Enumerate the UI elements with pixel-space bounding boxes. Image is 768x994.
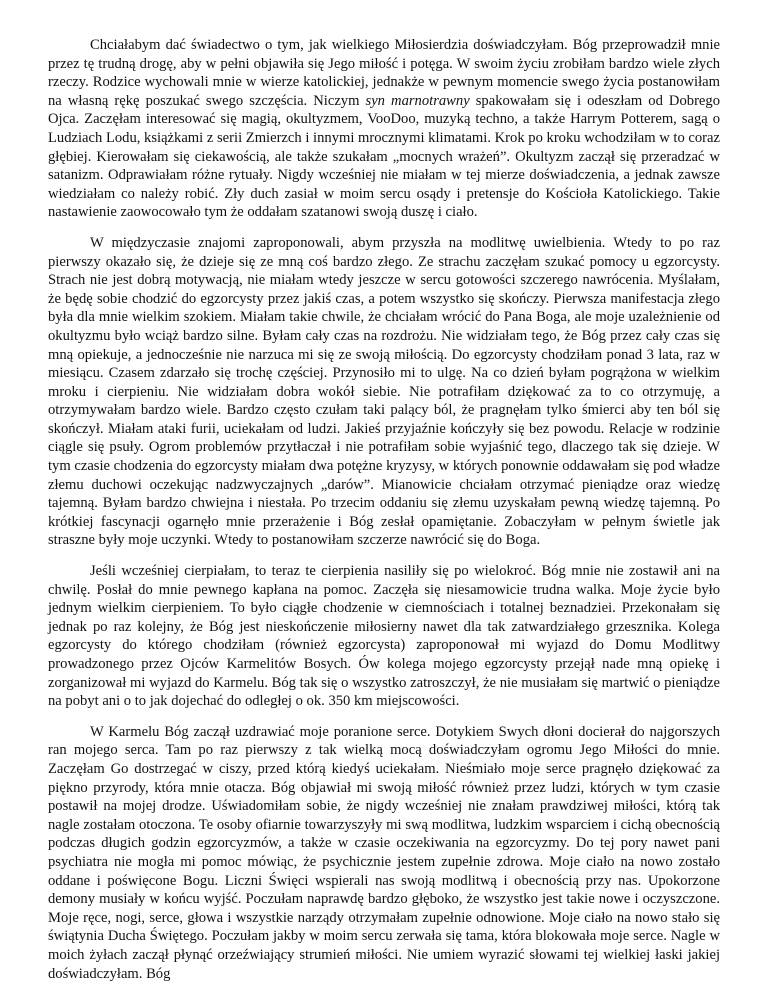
paragraph-1-text-end: spakowałam się i odeszłam od Dobrego Ojca. Zaczęłam interesować się magią, okultyzmem, VooDoo, muzyką techno, a także Harrym Potterem, sagą o Ludziach Lodu, książkami z serii Zmierzch i innymi mrocznymi klimatami. Krok po kroku wchodziłam w to coraz głębiej. Kierowałam się ciekawością, ale także szukałam „mocnych wrażeń”. Okultyzm zaczął się przeradzać w satanizm. Odprawiałam różne rytuały. Nigdy wcześniej nie miałam w tej mierze doświadczenia, a jednak zawsze wiedziałam co należy robić. Zły duch zasiał w moim sercu osądy i pretensje do Kościoła Katolickiego. Takie nastawienie zaowocowało tym że oddałam szatanowi swoją duszę i ciało. xyxy=(48,92,720,221)
paragraph-3: Jeśli wcześniej cierpiałam, to teraz te cierpienia nasiliły się po wielokroć. Bóg mnie nie zostawił ani na chwilę. Posłał do mnie pewnego kapłana na pomoc. Zaczęła się niesamowicie trudna walka. Moje życie było jednym wielkim cierpieniem. To było ciągłe chodzenie w ciemnościach i totalnej beznadziei. Przekonałam się jednak po raz kolejny, że Bóg jest nieskończenie miłosierny nawet dla tak zatwardziałego grzesznika. Kolega egzorcysty do którego chodziłam (również egzorcysta) zaproponował mi wyjazd do Domu Modlitwy prowadzonego przez Ojców Karmelitów Bosych. Ów kolega mojego egzorcysty przejął nade mną opiekę i zorganizował mi wyjazd do Karmelu. Bóg tak się o wszystko zatroszczył, że nie musiałam się martwić o pieniądze na pobyt ani o to jak dojechać do odległej o ok. 350 km miejscowości. xyxy=(48,563,720,710)
paragraph-1-italic-phrase: syn marnotrawny xyxy=(365,92,470,109)
paragraph-1-text-start: Chciałabym dać świadectwo o tym, jak wielkiego Miłosierdzia doświadczyłam. Bóg przeprowadził mnie przez tę trudną drogę, aby w pełni objawiła się Jego miłość i potęga. W swoim życiu zrobiłam bardzo wiele złych rzeczy. Rodzice wychowali mnie w wierze katolickiej, jednakże w pewnym momencie swego życia postanowiłam na własną rękę poszukać swego szczęścia. Niczym xyxy=(48,37,720,109)
paragraph-2: W międzyczasie znajomi zaproponowali, abym przyszła na modlitwę uwielbienia. Wtedy to po raz pierwszy okazało się, że dzieje się ze mną coś bardzo złego. Ze strachu zaczęłam szukać pomocy u egzorcysty. Strach nie jest dobrą motywacją, nie miałam wtedy jeszcze w sercu gotowości szczerego nawrócenia. Myślałam, że będę sobie chodzić do egzorcysty przez jakiś czas, a potem wszystko się skończy. Pierwsza manifestacja złego była dla mnie wielkim szokiem. Miałam takie chwile, że chciałam wrócić do Pana Boga, ale moje uzależnienie od okultyzmu było wciąż bardzo silne. Byłam cały czas na rozdrożu. Nie widziałam tego, że Bóg przez cały czas się mną opiekuje, a jednocześnie nie narzuca mi się ze swoją miłością. Do egzorcysty chodziłam ponad 3 lata, raz w miesiącu. Czasem zdarzało się trochę częściej. Przynosiło mi to ulgę. Na co dzień byłam pogrążona w wielkim mroku i cierpieniu. Nie widziałam dobra wokół siebie. Nie potrafiłam dziękować za to co otrzymuję, a otrzymywałam bardzo wiele. Bardzo często czułam taki palący ból, że pragnęłam tylko śmierci aby ten ból się skończył. Miałam ataki furii, uciekałam od ludzi. Jakieś przyjaźnie kończyły się bez powodu. Relacje w rodzinie ciągle się psuły. Ogrom problemów przytłaczał i nie potrafiłam sobie wyjaśnić tego, dlaczego tak się dzieje. W tym czasie chodzenia do egzorcysty miałam dwa potężne kryzysy, w których ponownie oddawałam się pod władze złemu duchowi oczekując nadzwyczajnych „darów”. Mianowicie chciałam otrzymać pieniądze oraz wiedzę tajemną. Byłam bardzo chwiejna i niestała. Po trzecim oddaniu się złemu uzyskałam pewną wiedzę tajemną. Po krótkiej fascynacji ogarnęło mnie przerażenie i Bóg zesłał opamiętanie. Zobaczyłam w pełnym świetle jak straszne były moje uczynki. Wtedy to postanowiłam szczerze nawrócić się do Boga. xyxy=(48,234,720,549)
paragraph-4: W Karmelu Bóg zaczął uzdrawiać moje poranione serce. Dotykiem Swych dłoni docierał do najgorszych ran mojego serca. Tam po raz pierwszy z tak wielką mocą doświadczyłam ogromu Jego Miłości do mnie. Zaczęłam Go dostrzegać w ciszy, przed którą kiedyś uciekałam. Nieśmiało moje serce pragnęło dziękować za piękno przyrody, która mnie otacza. Bóg objawiał mi swoją miłość również przez ludzi, których w tym czasie postawił na mojej drodze. Uświadomiłam sobie, że nigdy wcześniej nie znałam prawdziwej miłości, którą tak nagle zostałam otoczona. Te osoby ofiarnie towarzyszyły mi swą modlitwa, ludzkim wsparciem i cichą obecnością podczas długich godzin egzorcyzmów, a także w czasie oczekiwania na egzorcyzmy. Do tej pory nawet pani psychiatra nie mogła mi pomoc mówiąc, że psychicznie jestem zupełnie zdrowa. Moje ciało na nowo zostało oddane i poświęcone Bogu. Liczni Święci wspierali nas swoją modlitwą i obecnością przy nas. Upokorzone demony musiały w końcu wyjść. Poczułam naprawdę bardzo głęboko, że wszystko jest takie nowe i oczyszczone. Moje ręce, nogi, serce, głowa i wszystkie narządy otrzymałam zupełnie odnowione. Moje ciało na nowo stało się świątynia Ducha Świętego. Poczułam jakby w moim sercu zerwała się tama, która blokowała moje serce. Nagle w moich żyłach zaczął płynąć orzeźwiający strumień miłości. Nie umiem wyrazić słowami tej wielkiej łaski jakiej doświadczyłam. Bóg xyxy=(48,723,720,982)
paragraph-1 xyxy=(48,36,720,222)
